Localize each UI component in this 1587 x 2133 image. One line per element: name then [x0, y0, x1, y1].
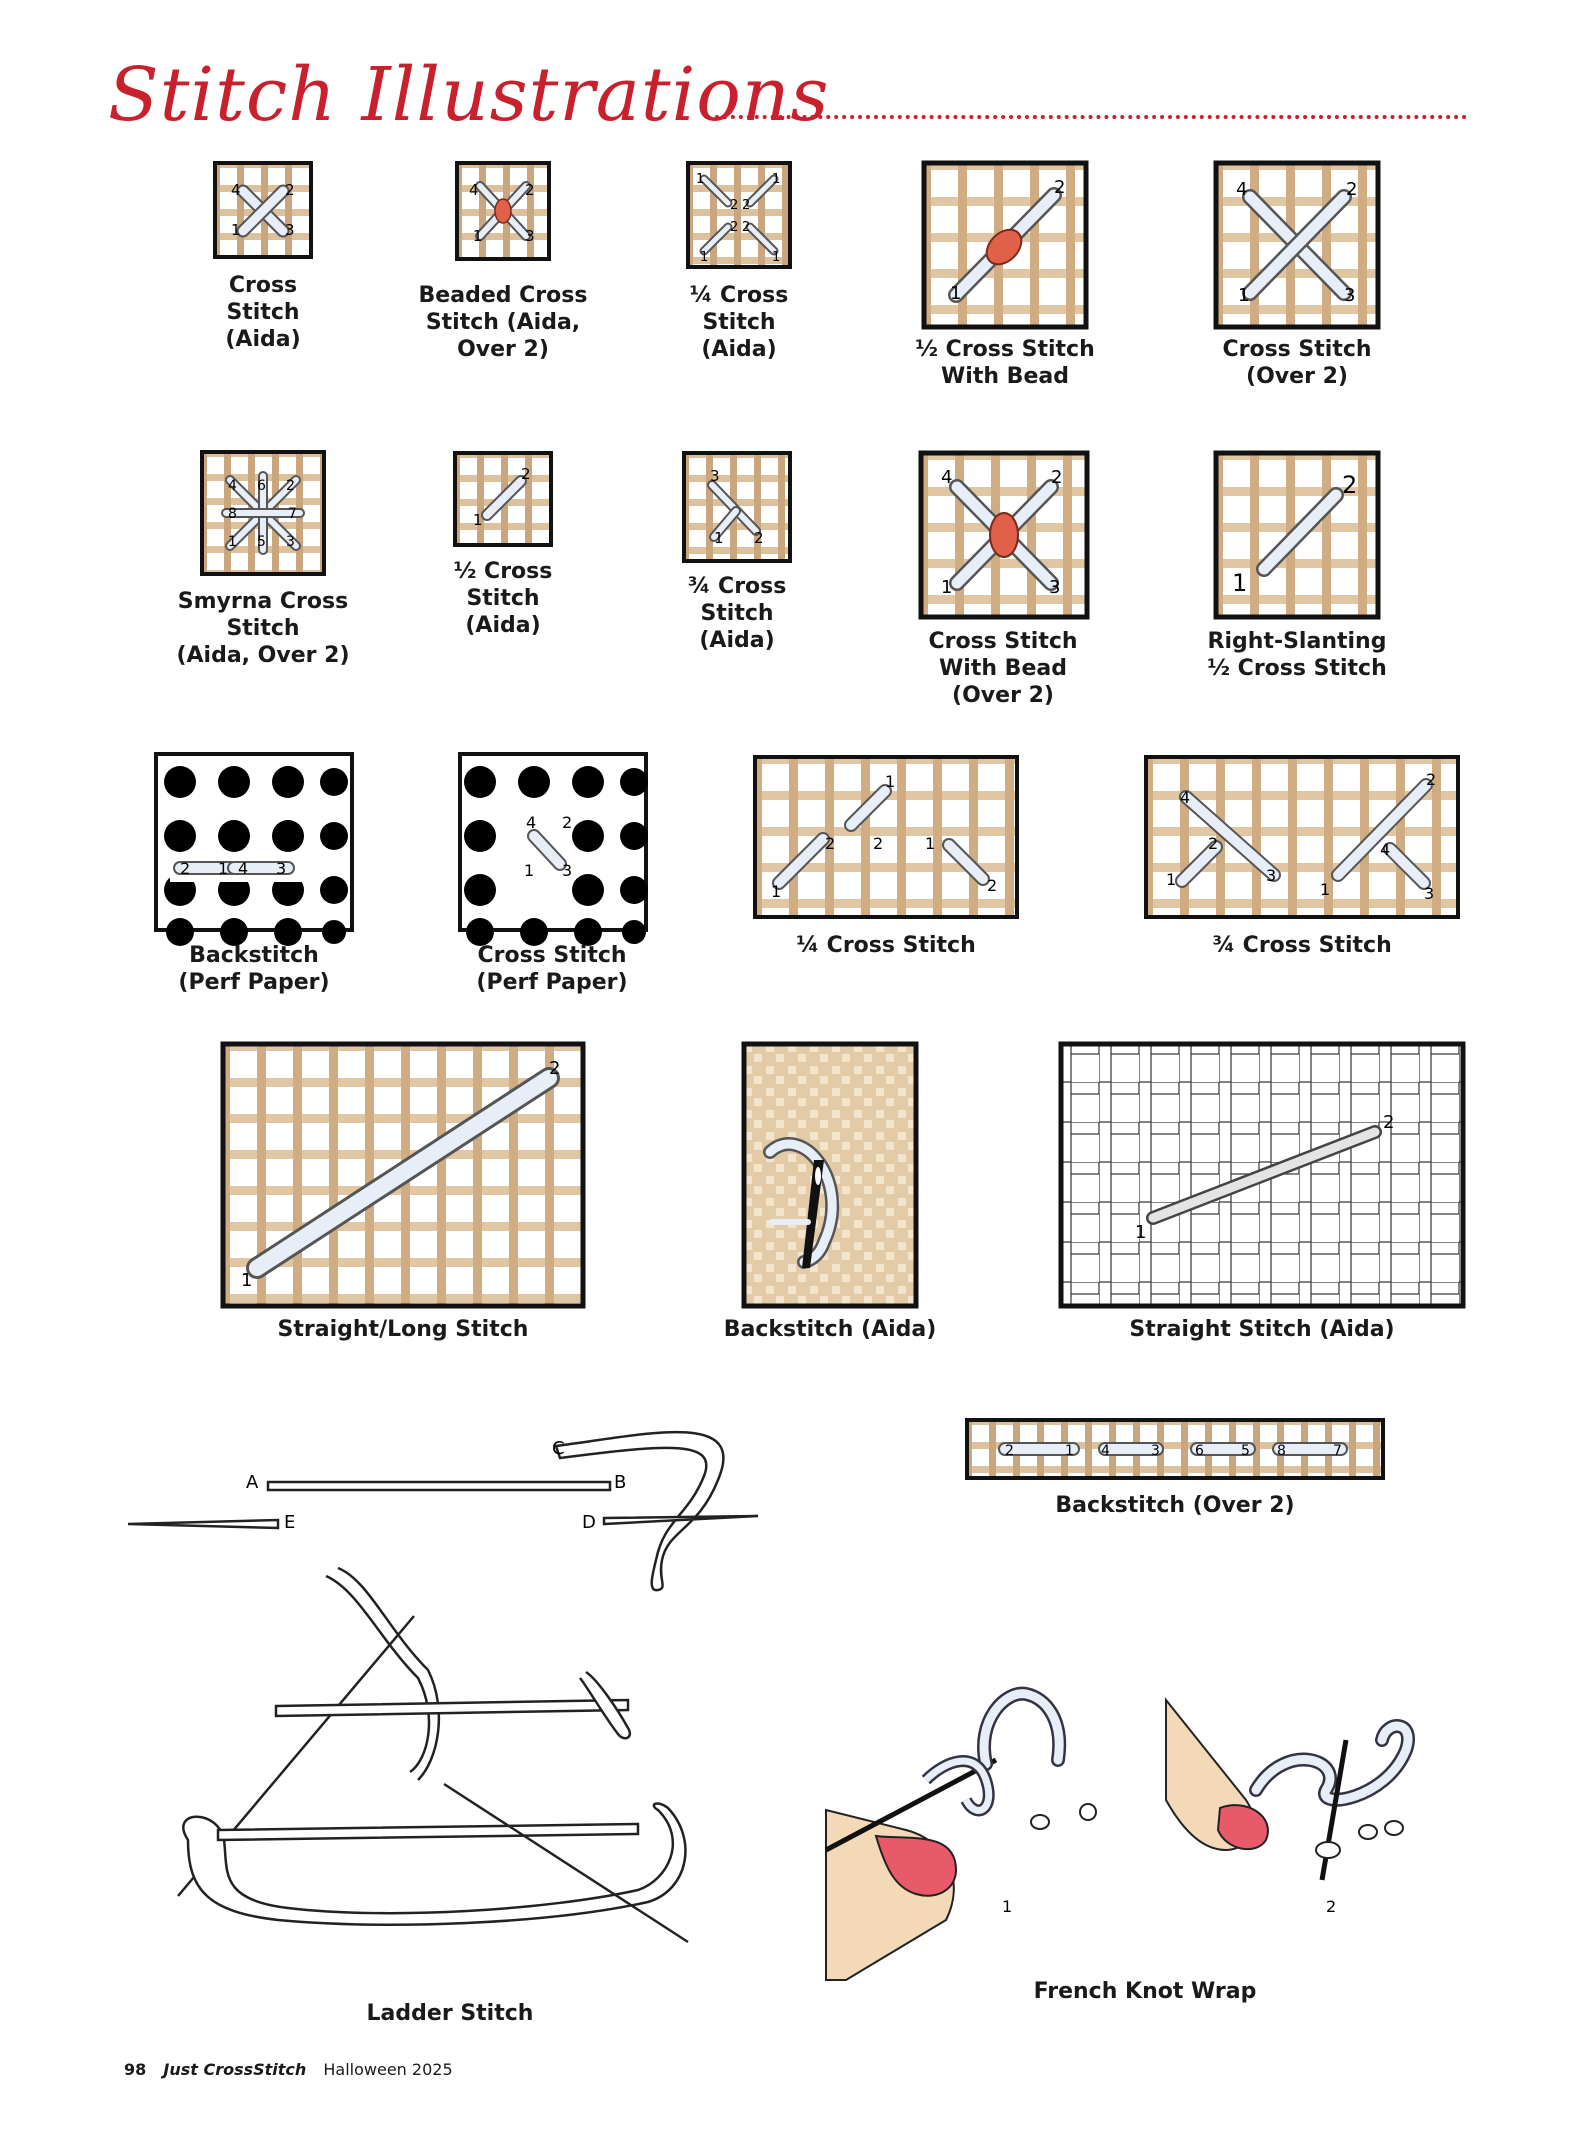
stitch-number: 1 — [771, 882, 782, 901]
stitch-number: 3 — [286, 534, 295, 550]
stitch-number: 1 — [241, 1270, 253, 1291]
stitch-number: 4 — [231, 181, 241, 199]
stitch-number: 2 — [730, 220, 739, 235]
quarter-cross-illustration — [753, 755, 1019, 919]
french-knot-illustration — [826, 1680, 1466, 1990]
ladder-label: E — [284, 1512, 296, 1533]
issue-name: Halloween 2025 — [323, 2060, 453, 2079]
cross-perf-illustration — [458, 752, 648, 932]
french-knot-caption: French Knot Wrap — [1033, 1979, 1257, 2004]
ladder-label: D — [582, 1512, 596, 1533]
stitch-number: 6 — [1195, 1443, 1204, 1459]
stitch-number: 1 — [228, 534, 237, 550]
stitch-number: 2 — [742, 198, 751, 213]
stitch-number: 1 — [524, 861, 535, 880]
stitch-number: 4 — [469, 181, 479, 199]
quarter-cross-aida-caption: ¼ Cross Stitch (Aida) — [689, 283, 789, 362]
stitch-number: 1 — [772, 172, 781, 187]
stitch-number: 8 — [1277, 1443, 1286, 1459]
cross-bead-over2-caption: Cross Stitch With Bead (Over 2) — [928, 629, 1078, 708]
backstitch-aida-illustration — [742, 1042, 918, 1308]
cross-perf-caption: Cross Stitch (Perf Paper) — [476, 943, 628, 995]
beaded-cross-illustration — [455, 161, 551, 261]
page-title: Stitch Illustrations — [108, 52, 830, 138]
backstitch-over2-caption: Backstitch (Over 2) — [1055, 1493, 1295, 1518]
page-footer — [124, 2060, 453, 2079]
stitch-number: 2 — [1383, 1112, 1395, 1133]
stitch-number: 1 — [1320, 880, 1331, 899]
stitch-number: 1 — [1065, 1443, 1074, 1459]
stitch-number: 1 — [700, 250, 709, 265]
stitch-number: 3 — [276, 859, 287, 878]
cross-aida-caption: Cross Stitch (Aida) — [225, 273, 301, 352]
stitch-number: 2 — [754, 529, 764, 547]
quarter-cross-caption: ¼ Cross Stitch — [796, 933, 976, 958]
stitch-number: 3 — [1049, 577, 1061, 598]
stitch-number: 3 — [1151, 1443, 1160, 1459]
stitch-number: 7 — [288, 506, 297, 522]
smyrna-cross-caption: Smyrna Cross Stitch (Aida, Over 2) — [176, 589, 350, 668]
stitch-number: 1 — [941, 577, 953, 598]
right-slanting-half-illustration — [1214, 451, 1380, 619]
stitch-number: 2 — [1346, 179, 1358, 200]
stitch-number: 2 — [1326, 1897, 1337, 1916]
half-cross-aida-illustration — [453, 451, 553, 547]
stitch-number: 2 — [1051, 467, 1063, 488]
stitch-number: 1 — [1135, 1222, 1147, 1243]
stitch-number: 2 — [873, 834, 884, 853]
stitch-number: 1 — [218, 859, 229, 878]
stitch-number: 1 — [1232, 569, 1248, 597]
stitch-number: 3 — [1344, 285, 1356, 306]
ladder-label: A — [246, 1472, 259, 1493]
ladder-stitch-caption: Ladder Stitch — [366, 2001, 534, 2026]
stitch-number: 4 — [1180, 788, 1191, 807]
stitch-number: 3 — [1424, 884, 1435, 903]
three-quarter-cross-illustration — [1144, 755, 1460, 919]
stitch-number: 2 — [987, 876, 998, 895]
quarter-cross-aida-illustration — [686, 161, 792, 269]
stitch-number: 2 — [180, 859, 191, 878]
stitch-number: 2 — [285, 181, 295, 199]
ladder-stitch-illustration — [128, 1420, 768, 2010]
stitch-number: 3 — [525, 227, 535, 245]
stitch-number: 4 — [526, 813, 537, 832]
straight-long-caption: Straight/Long Stitch — [277, 1317, 529, 1342]
stitch-number: 1 — [950, 283, 962, 304]
stitch-number: 4 — [941, 467, 953, 488]
stitch-number: 7 — [1333, 1443, 1342, 1459]
stitch-number: 2 — [562, 813, 573, 832]
backstitch-perf-illustration — [154, 752, 354, 932]
straight-long-illustration — [221, 1042, 585, 1308]
stitch-number: 1 — [772, 250, 781, 265]
half-cross-bead-caption: ½ Cross Stitch With Bead — [915, 337, 1095, 389]
stitch-number: 3 — [562, 861, 573, 880]
three-quarter-cross-caption: ¾ Cross Stitch — [1212, 933, 1392, 958]
stitch-number: 1 — [231, 221, 241, 239]
stitch-number: 1 — [696, 172, 705, 187]
stitch-number: 2 — [521, 465, 531, 483]
stitch-number: 3 — [285, 221, 295, 239]
page-number: 98 — [124, 2060, 147, 2079]
straight-aida-illustration — [1059, 1042, 1465, 1308]
stitch-number: 1 — [925, 834, 936, 853]
half-cross-aida-caption: ½ Cross Stitch (Aida) — [453, 559, 553, 638]
stitch-number: 8 — [228, 506, 237, 522]
stitch-number: 2 — [742, 220, 751, 235]
stitch-number: 1 — [714, 529, 724, 547]
stitch-number: 6 — [257, 478, 266, 494]
stitch-number: 4 — [1101, 1443, 1110, 1459]
right-slanting-half-caption: Right-Slanting ½ Cross Stitch — [1207, 629, 1387, 681]
cross-aida-illustration — [213, 161, 313, 259]
ladder-label: B — [614, 1472, 627, 1493]
title-dotted-rule — [715, 115, 1467, 119]
stitch-number: 3 — [710, 467, 720, 485]
stitch-number: 1 — [473, 227, 483, 245]
stitch-number: 2 — [1342, 471, 1358, 499]
stitch-number: 4 — [238, 859, 249, 878]
ladder-label: C — [552, 1438, 565, 1459]
three-quarter-cross-aida-illustration — [682, 451, 792, 563]
stitch-number: 2 — [525, 181, 535, 199]
backstitch-over2-illustration — [965, 1418, 1385, 1480]
magazine-name: Just CrossStitch — [163, 2060, 307, 2079]
stitch-number: 2 — [825, 834, 836, 853]
backstitch-aida-caption: Backstitch (Aida) — [723, 1317, 937, 1342]
cross-bead-over2-illustration — [919, 451, 1089, 619]
stitch-number: 1 — [885, 772, 896, 791]
smyrna-cross-illustration — [200, 450, 326, 576]
stitch-number: 2 — [286, 478, 295, 494]
cross-over2-illustration — [1214, 161, 1380, 329]
cross-over2-caption: Cross Stitch (Over 2) — [1222, 337, 1372, 389]
stitch-number: 1 — [473, 511, 483, 529]
stitch-number: 3 — [1266, 866, 1277, 885]
half-cross-bead-illustration — [922, 161, 1088, 329]
stitch-number: 5 — [1241, 1443, 1250, 1459]
straight-aida-caption: Straight Stitch (Aida) — [1129, 1317, 1395, 1342]
stitch-number: 2 — [549, 1058, 561, 1079]
stitch-number: 2 — [1005, 1443, 1014, 1459]
stitch-number: 2 — [1208, 834, 1219, 853]
stitch-number: 1 — [1002, 1897, 1013, 1916]
beaded-cross-caption: Beaded Cross Stitch (Aida, Over 2) — [418, 283, 588, 362]
stitch-number: 1 — [1166, 870, 1177, 889]
three-quarter-cross-aida-caption: ¾ Cross Stitch (Aida) — [687, 574, 787, 653]
stitch-number: 1 — [1238, 285, 1250, 306]
stitch-number: 2 — [730, 198, 739, 213]
stitch-number: 2 — [1426, 770, 1437, 789]
stitch-number: 5 — [257, 534, 266, 550]
stitch-number: 4 — [228, 478, 237, 494]
stitch-number: 2 — [1054, 177, 1066, 198]
stitch-number: 4 — [1380, 840, 1391, 859]
backstitch-perf-caption: Backstitch (Perf Paper) — [178, 943, 330, 995]
stitch-number: 4 — [1236, 179, 1248, 200]
